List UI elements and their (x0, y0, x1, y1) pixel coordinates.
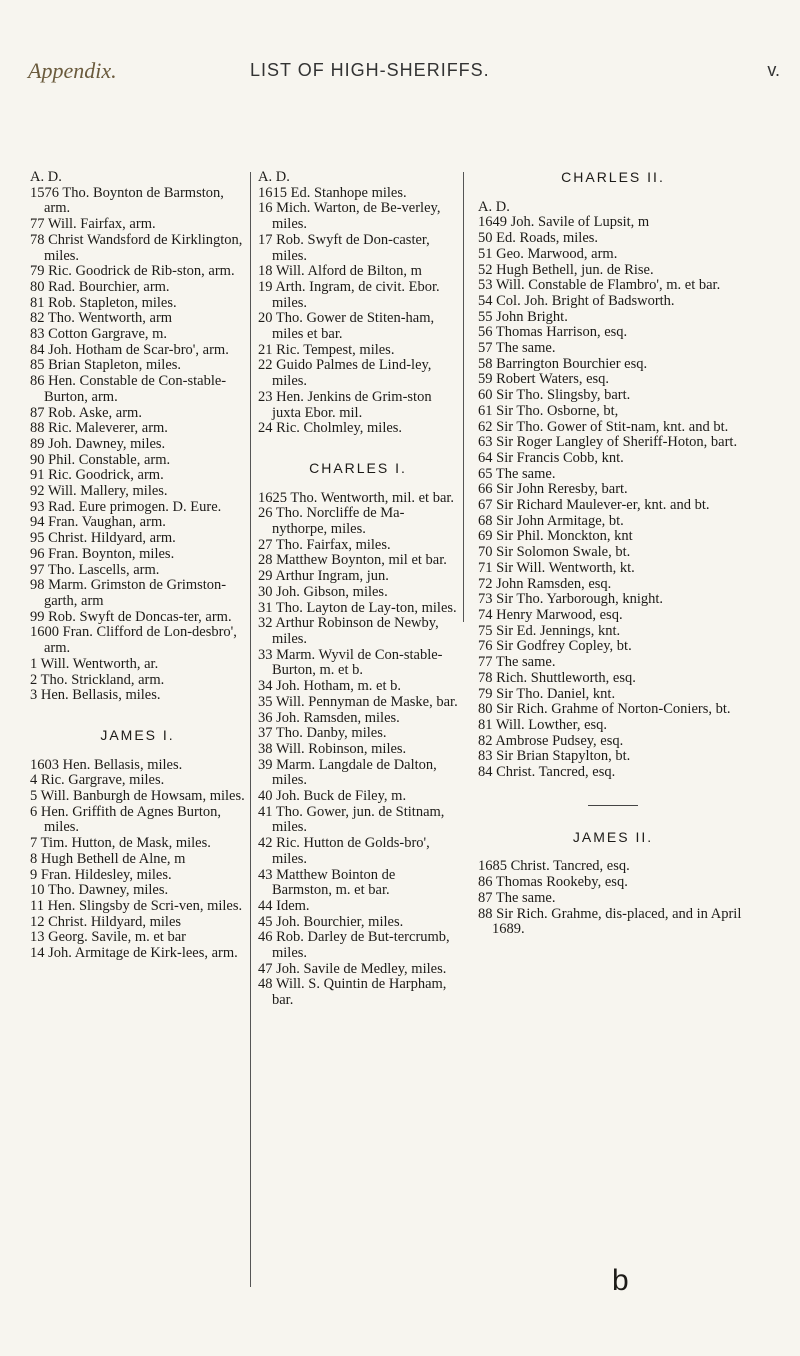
list-entry: 4 Ric. Gargrave, miles. (30, 772, 165, 789)
list-entry: 89 Joh. Dawney, miles. (30, 435, 166, 452)
list-entry: 13 Georg. Savile, m. et bar (30, 929, 186, 946)
list-entry: 81 Will. Lowther, esq. (478, 716, 608, 733)
page-number: v. (767, 60, 780, 80)
list-entry: 5 Will. Banburgh de Howsam, miles. (30, 788, 245, 805)
list-entry: 60 Sir Tho. Slingsby, bart. (478, 387, 631, 404)
list-entry: 88 Sir Rich. Grahme, dis-placed, and in April 1689. (478, 905, 742, 938)
list-entry: 34 Joh. Hotham, m. et b. (258, 678, 401, 695)
list-entry: 92 Will. Mallery, miles. (30, 483, 168, 500)
list-entry: 40 Joh. Buck de Filey, m. (258, 788, 407, 805)
list-entry: 21 Ric. Tempest, miles. (258, 341, 395, 358)
list-entry: 45 Joh. Bourchier, miles. (258, 913, 404, 930)
list-entry: 88 Ric. Maleverer, arm. (30, 420, 168, 437)
list-entry: 87 The same. (478, 889, 556, 906)
list-entry: 1649 Joh. Savile of Lupsit, m (478, 214, 650, 231)
list-entry: 48 Will. S. Quintin de Harpham, bar. (258, 976, 447, 1009)
list-entry: 19 Arth. Ingram, de civit. Ebor. miles. (258, 278, 440, 311)
list-entry: 72 John Ramsden, esq. (478, 575, 612, 592)
list-entry: 64 Sir Francis Cobb, knt. (478, 449, 624, 466)
reign-heading-charles-ii: CHARLES II. (561, 169, 665, 185)
list-entry: 82 Tho. Wentworth, arm (30, 310, 173, 327)
list-entry: 66 Sir John Reresby, bart. (478, 481, 628, 498)
list-entry: 79 Ric. Goodrick de Rib-ston, arm. (30, 263, 235, 280)
list-entry: 36 Joh. Ramsden, miles. (258, 709, 400, 726)
list-entry: 90 Phil. Constable, arm. (30, 451, 171, 468)
list-entry: 73 Sir Tho. Yarborough, knight. (478, 591, 664, 608)
list-entry: 95 Christ. Hildyard, arm. (30, 530, 176, 547)
list-entry: 78 Rich. Shuttleworth, esq. (478, 669, 636, 686)
list-entry: 85 Brian Stapleton, miles. (30, 357, 182, 374)
list-entry: 52 Hugh Bethell, jun. de Rise. (478, 261, 654, 278)
list-entry: A. D. (258, 169, 290, 185)
list-entry: 97 Tho. Lascells, arm. (30, 561, 160, 578)
list-entry: 26 Tho. Norcliffe de Ma-nythorpe, miles. (258, 505, 405, 538)
list-entry: 77 The same. (478, 654, 556, 671)
column-2 (258, 170, 458, 1009)
list-entry: 77 Will. Fairfax, arm. (30, 216, 156, 233)
list-entry: 84 Christ. Tancred, esq. (478, 764, 616, 781)
list-entry: 39 Marm. Langdale de Dalton, miles. (258, 756, 437, 789)
list-entry: 76 Sir Godfrey Copley, bt. (478, 638, 632, 655)
list-entry: 17 Rob. Swyft de Don-caster, miles. (258, 231, 430, 264)
list-entry: 57 The same. (478, 340, 556, 357)
reign-heading-james-i: JAMES I. (100, 726, 175, 743)
list-entry: 96 Fran. Boynton, miles. (30, 545, 175, 562)
list-entry: 83 Cotton Gargrave, m. (30, 326, 168, 343)
reign-heading-charles-i: CHARLES I. (309, 459, 407, 476)
column-divider-right (463, 172, 464, 622)
list-entry: 7 Tim. Hutton, de Mask, miles. (30, 835, 211, 852)
list-entry: 53 Will. Constable de Flambro', m. et bar. (478, 277, 721, 294)
list-entry: 94 Fran. Vaughan, arm. (30, 514, 166, 531)
list-entry: 81 Rob. Stapleton, miles. (30, 294, 177, 311)
list-entry: 86 Thomas Rookeby, esq. (478, 874, 628, 891)
column-1-bottom-list (30, 758, 245, 962)
list-entry: 82 Ambrose Pudsey, esq. (478, 732, 624, 749)
list-entry: 61 Sir Tho. Osborne, bt, (478, 402, 619, 419)
page-header (28, 58, 780, 88)
list-entry: 67 Sir Richard Maulever-er, knt. and bt. (478, 497, 710, 514)
list-entry: 24 Ric. Cholmley, miles. (258, 420, 403, 437)
list-entry: 1 Will. Wentworth, ar. (30, 655, 159, 672)
list-entry: 1603 Hen. Bellasis, miles. (30, 756, 183, 773)
list-entry: 23 Hen. Jenkins de Grim-ston juxta Ebor. mil. (258, 388, 432, 421)
list-entry: 83 Sir Brian Stapylton, bt. (478, 748, 631, 765)
column-3-bottom-list (478, 859, 748, 938)
list-entry: 9 Fran. Hildesley, miles. (30, 866, 172, 883)
list-entry: 74 Henry Marwood, esq. (478, 606, 623, 623)
list-entry: 65 The same. (478, 465, 556, 482)
list-entry: 87 Rob. Aske, arm. (30, 404, 142, 421)
list-entry: 20 Tho. Gower de Stiten-ham, miles et bar. (258, 310, 435, 343)
list-entry: 86 Hen. Constable de Con-stable-Burton, arm. (30, 373, 227, 405)
list-entry: 58 Barrington Bourchier esq. (478, 355, 648, 372)
list-entry: 22 Guido Palmes de Lind-ley, miles. (258, 357, 432, 390)
list-entry: 14 Joh. Armitage de Kirk-lees, arm. (30, 945, 238, 962)
column-2-top-list (258, 170, 458, 437)
reign-heading-james-ii: JAMES II. (572, 828, 654, 845)
list-entry: 35 Will. Pennyman de Maske, bar. (258, 693, 458, 710)
list-entry: 46 Rob. Darley de But-tercrumb, miles. (258, 929, 450, 962)
list-entry: 50 Ed. Roads, miles. (478, 230, 599, 247)
column-3 (478, 170, 748, 938)
list-entry: 1600 Fran. Clifford de Lon-desbro', arm. (30, 624, 237, 657)
list-entry: 42 Ric. Hutton de Golds-bro', miles. (258, 835, 430, 867)
list-entry: 79 Sir Tho. Daniel, knt. (478, 685, 616, 702)
list-entry: 68 Sir John Armitage, bt. (478, 512, 624, 529)
list-entry: 84 Joh. Hotham de Scar-bro', arm. (30, 341, 229, 358)
list-entry: 16 Mich. Warton, de Be-verley, miles. (258, 200, 441, 233)
signature-mark: b (612, 1264, 629, 1297)
list-entry: 1685 Christ. Tancred, esq. (478, 858, 630, 875)
column-divider-left (250, 172, 251, 1287)
list-entry: 33 Marm. Wyvil de Con-stable-Burton, m. et b. (258, 646, 443, 679)
list-entry: 28 Matthew Boynton, mil et bar. (258, 552, 447, 569)
list-entry: 98 Marm. Grimston de Grimston-garth, arm (30, 577, 227, 609)
list-entry: 51 Geo. Marwood, arm. (478, 245, 618, 262)
list-entry: 8 Hugh Bethell de Alne, m (30, 850, 186, 867)
list-entry: 63 Sir Roger Langley of Sheriff-Hoton, bart. (478, 434, 738, 451)
list-entry: 71 Sir Will. Wentworth, kt. (478, 559, 635, 576)
running-title-list: LIST OF HIGH-SHERIFFS. (250, 60, 490, 80)
list-entry: 12 Christ. Hildyard, miles (30, 913, 182, 930)
list-entry: 10 Tho. Dawney, miles. (30, 882, 169, 899)
list-entry: 78 Christ Wandsford de Kirklington, miles. (30, 231, 243, 264)
list-entry: 38 Will. Robinson, miles. (258, 740, 407, 757)
list-entry: 47 Joh. Savile de Medley, miles. (258, 960, 447, 977)
list-entry: 44 Idem. (258, 897, 310, 914)
list-entry: 55 John Bright. (478, 308, 568, 325)
list-entry: 1576 Tho. Boynton de Barmston, arm. (30, 184, 224, 217)
list-entry: 6 Hen. Griffith de Agnes Burton, miles. (30, 803, 222, 836)
list-entry: 1615 Ed. Stanhope miles. (258, 184, 407, 201)
list-entry: 56 Thomas Harrison, esq. (478, 324, 628, 341)
column-3-top-list (478, 200, 748, 781)
list-entry: 91 Ric. Goodrick, arm. (30, 467, 164, 484)
list-entry: 93 Rad. Eure primogen. D. Eure. (30, 498, 222, 515)
list-entry: 11 Hen. Slingsby de Scri-ven, miles. (30, 897, 243, 914)
list-entry: 2 Tho. Strickland, arm. (30, 671, 165, 688)
list-entry: 69 Sir Phil. Monckton, knt (478, 528, 633, 545)
column-2-bottom-list (258, 491, 458, 1009)
list-entry: A. D. (478, 198, 510, 215)
column-1 (30, 170, 245, 962)
list-entry: 43 Matthew Bointon de Barmston, m. et bar. (258, 866, 396, 899)
list-entry: 18 Will. Alford de Bilton, m (258, 263, 422, 280)
list-entry: 62 Sir Tho. Gower of Stit-nam, knt. and bt. (478, 418, 729, 435)
list-entry: 27 Tho. Fairfax, miles. (258, 536, 391, 553)
list-entry: 70 Sir Solomon Swale, bt. (478, 544, 631, 561)
list-entry: 54 Col. Joh. Bright of Badsworth. (478, 292, 675, 309)
list-entry: 99 Rob. Swyft de Doncas-ter, arm. (30, 608, 232, 625)
list-entry: 41 Tho. Gower, jun. de Stitnam, miles. (258, 803, 445, 836)
list-entry: 75 Sir Ed. Jennings, knt. (478, 622, 621, 639)
list-entry: 29 Arthur Ingram, jun. (258, 568, 389, 585)
list-entry: 32 Arthur Robinson de Newby, miles. (258, 615, 439, 647)
section-rule (588, 805, 638, 806)
list-entry: A. D. (30, 169, 62, 185)
list-entry: 31 Tho. Layton de Lay-ton, miles. (258, 599, 457, 616)
list-entry: 80 Rad. Bourchier, arm. (30, 278, 170, 295)
list-entry: 30 Joh. Gibson, miles. (258, 583, 388, 600)
list-entry: 1625 Tho. Wentworth, mil. et bar. (258, 489, 455, 506)
column-1-top-list (30, 170, 245, 704)
list-entry: 59 Robert Waters, esq. (478, 371, 610, 388)
list-entry: 37 Tho. Danby, miles. (258, 725, 387, 742)
running-title-appendix: Appendix. (28, 58, 117, 83)
list-entry: 3 Hen. Bellasis, miles. (30, 687, 161, 704)
list-entry: 80 Sir Rich. Grahme of Norton-Coniers, bt. (478, 701, 731, 718)
